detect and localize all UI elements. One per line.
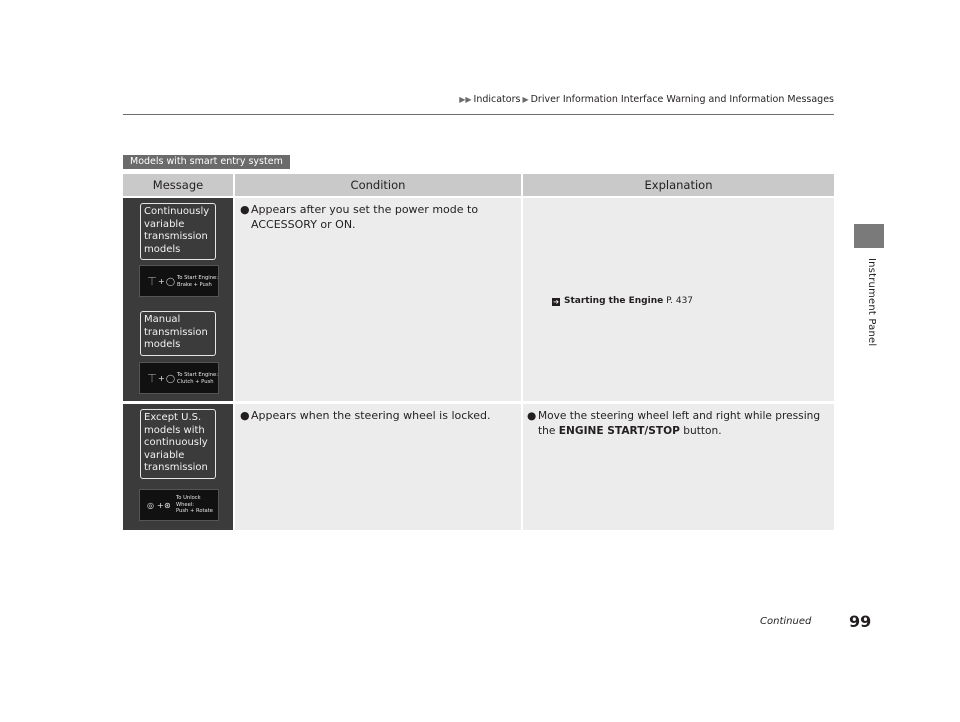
- steering-wheel-icon: ⊛: [164, 501, 171, 510]
- message-display-unlock-wheel: [139, 489, 219, 521]
- column-header-condition: Condition: [235, 174, 521, 196]
- model-badge: Models with smart entry system: [123, 155, 290, 169]
- condition-bullet: [240, 409, 512, 424]
- reference-arrow-icon: ➔: [553, 298, 559, 306]
- cross-reference[interactable]: [552, 296, 693, 306]
- breadcrumb-topic[interactable]: Driver Information Interface Warning and Information Messages: [530, 94, 834, 105]
- plus-icon: +: [158, 374, 165, 383]
- message-display-clutch-push: [139, 362, 219, 394]
- plus-icon: +: [158, 277, 165, 286]
- column-header-message: Message: [123, 174, 233, 196]
- start-button-icon: ◎: [147, 501, 154, 510]
- start-button-icon: ◯: [166, 374, 175, 383]
- header-divider: [123, 114, 834, 115]
- chapter-tab-marker: [854, 224, 884, 248]
- start-button-icon: ◯: [166, 277, 175, 286]
- model-label-cvt: Continuously variable transmission models: [140, 203, 216, 260]
- condition-bullet: [240, 203, 510, 232]
- engine-start-stop-label: ENGINE START/STOP: [558, 424, 680, 437]
- explanation-bullet: [527, 409, 831, 438]
- triangle-right-icon: ▶: [522, 95, 529, 104]
- continued-label: Continued: [760, 616, 812, 627]
- reference-title[interactable]: Starting the Engine: [564, 296, 664, 306]
- bullet-icon: ●: [240, 409, 250, 422]
- display-text: To Start Engine: Brake + Push: [177, 275, 218, 288]
- message-display-brake-push: [139, 265, 219, 297]
- condition-text: Appears after you set the power mode to ACCESSORY or ON.: [251, 203, 479, 231]
- plus-icon: +: [157, 501, 164, 510]
- bullet-icon: ●: [527, 410, 537, 422]
- triangle-right-icon: ▶▶: [459, 95, 472, 104]
- explanation-text: Move the steering wheel left and right while pressing the ENGINE START/STOP button.: [538, 410, 821, 437]
- breadcrumb: [440, 94, 834, 105]
- breadcrumb-section[interactable]: Indicators: [473, 94, 521, 105]
- foot-pedal-icon: ⏉: [148, 374, 156, 383]
- display-text: To Start Engine: Clutch + Push: [177, 372, 218, 385]
- foot-pedal-icon: ⏉: [148, 277, 156, 286]
- condition-text: Appears when the steering wheel is locked.: [251, 409, 491, 422]
- page-number: 99: [849, 612, 872, 631]
- bullet-icon: ●: [240, 203, 250, 216]
- chapter-tab-label: Instrument Panel: [866, 258, 877, 347]
- model-label-except-us-cvt: Except U.S. models with continuously variable transmission: [140, 409, 216, 479]
- model-label-manual: Manual transmission models: [140, 311, 216, 356]
- column-header-explanation: Explanation: [523, 174, 834, 196]
- reference-page[interactable]: P. 437: [666, 296, 694, 306]
- display-text: To Unlock Wheel: Push + Rotate: [176, 495, 213, 514]
